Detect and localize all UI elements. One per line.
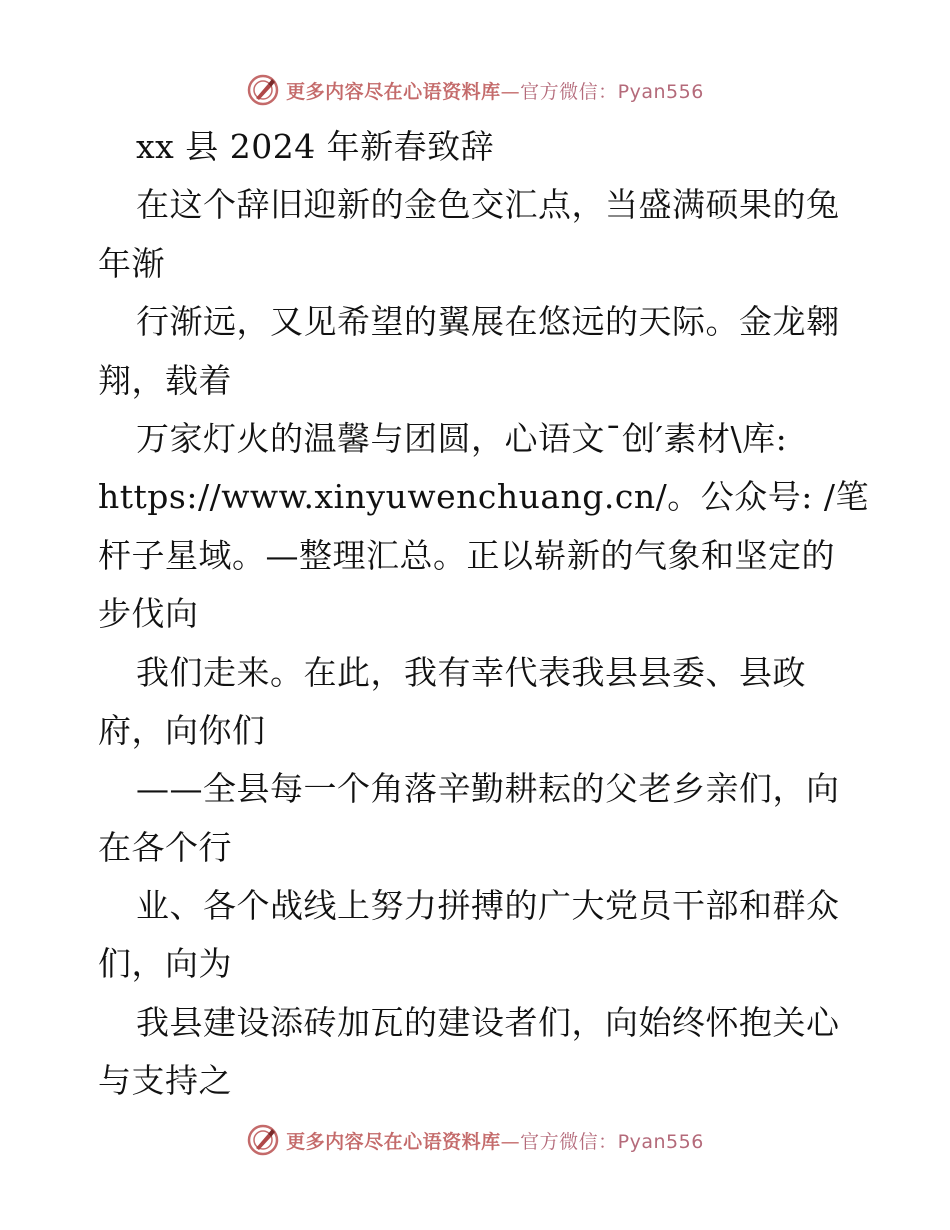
- text-line: 在这个辞旧迎新的金色交汇点，当盛满硕果的兔: [136, 185, 840, 225]
- text-line: 行渐远，又见希望的翼展在悠远的天际。金龙翱: [136, 302, 840, 342]
- pen-logo-icon: [246, 73, 280, 107]
- text-line: https://www.xinyuwenchuang.cn/。公众号: /笔: [98, 477, 869, 517]
- text-line: 杆子星域。—整理汇总。正以崭新的气象和坚定的: [98, 535, 835, 575]
- document-title: xx 县 2024 年新春致辞: [136, 127, 495, 166]
- text-line: ——全县每一个角落辛勤耕耘的父老乡亲们，向: [136, 769, 840, 809]
- text-line: 府，向你们: [98, 710, 266, 750]
- pen-logo-icon: [246, 1123, 280, 1157]
- text-line: 我县建设添砖加瓦的建设者们，向始终怀抱关心: [136, 1002, 840, 1042]
- text-line: 翔，载着: [98, 360, 232, 400]
- text-line: 与支持之: [98, 1061, 232, 1101]
- watermark-text: 更多内容尽在心语资料库—官方微信：Pyan556: [286, 1130, 704, 1153]
- watermark-text: 更多内容尽在心语资料库—官方微信：Pyan556: [286, 80, 704, 103]
- footer-watermark: [0, 1120, 950, 1160]
- text-line: 步伐向: [98, 594, 199, 634]
- document-body: [98, 118, 869, 1111]
- text-line: 我们走来。在此，我有幸代表我县县委、县政: [136, 652, 806, 692]
- text-line: 业、各个战线上努力拼搏的广大党员干部和群众: [136, 886, 840, 926]
- text-line: 万家灯火的温馨与团圆，心语文¯创′素材\库:: [136, 418, 788, 458]
- header-watermark: [0, 70, 950, 110]
- text-line: 们，向为: [98, 944, 232, 984]
- text-line: 在各个行: [98, 827, 232, 867]
- text-line: 年渐: [98, 243, 165, 283]
